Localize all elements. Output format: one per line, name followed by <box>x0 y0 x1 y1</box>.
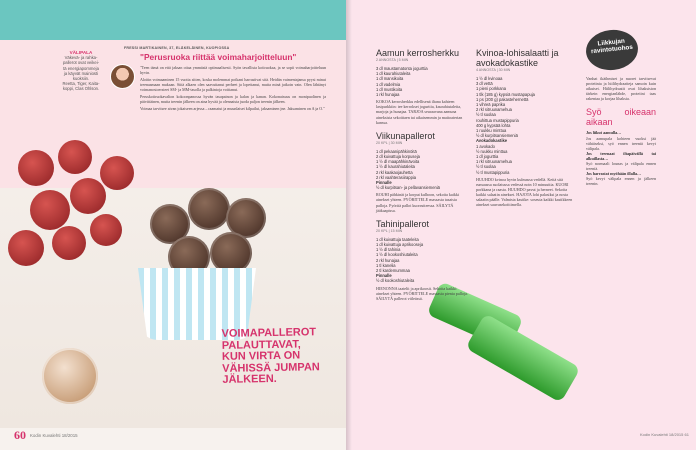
ingredient: 1 ½ dl kvinoaa <box>476 76 503 81</box>
recipe-servings: 2 ANNOSTA | 5 MIN <box>376 58 409 62</box>
ingredient: 2 rkl kaakaojauhetta <box>376 169 413 175</box>
ingredient: 1 dl kuivattuja aprikooseja <box>376 241 424 247</box>
ingredient: ½ tl mustapippuria <box>476 169 510 175</box>
ingredient: 1 tl kanelia <box>376 262 396 268</box>
teal-stripe <box>0 0 346 40</box>
magazine-name: Kodin Kuvalehti 18/2015 <box>30 433 78 438</box>
ingredient: 1 dl mansikoita <box>376 76 404 82</box>
recipe-title: Aamun kerrosherkku <box>376 48 460 58</box>
ingredient: 1 rkl sitruunamehua <box>476 159 512 165</box>
ingredient: 1 dl jogurttia <box>476 154 499 160</box>
article-paragraph: Aloitin voimaaminen 15 vuotta sitten, koska molemmat poikani harrastivat sitä. Heidän vaimentajansa pyysi minut treenaamaan mukaan. Siitä alkaen olen saavuttanut perheet ja lopettanut, mutta minä jatkoin vain. Olen lähtänyt voimanostoersteet SM- ja MM-tasolla ja palkintoja voittanut. <box>140 77 326 92</box>
caption-line: tä energiapommeja <box>63 65 99 71</box>
recipe-method: ROUHI pähkinät ja korput kulhoon, sekoita kaikki ainekset yhteen. PYÖRITTELE massasta tasaisia palloja. Pyöritä pallot kuorrutteessa. SÄILYTÄ jääkaapissa. <box>376 192 460 213</box>
energy-ball <box>100 156 134 190</box>
ingredient: 1 dl kaurahiutaleita <box>376 71 411 77</box>
ingredient: 1 ps (200 g) pakastehernettä <box>476 96 529 102</box>
tip-title: Jos treenaat iltapäivällä tai alkuillasta… <box>586 150 656 161</box>
energy-ball <box>90 214 122 246</box>
recipe-column-1 <box>376 48 468 303</box>
author-photo <box>110 64 135 89</box>
tip-title: Jos harrastat myöhään illalla… <box>586 171 642 177</box>
article-paragraph: "Teen tämä on että jaksan ottaa ymmästä optimaalisesti. Syön tavallista kotiruokaa, ja se sopii voimaharjoitteluun hyvin. <box>140 65 326 75</box>
article-paragraph: Voimaa tarvitsee aivan jokaiseen arjessa – raamatut ja muunlaiset kilpailut, jaksaminen jne. Jaksaminen on A ja O." <box>140 106 325 111</box>
sidebar-intro: Vanhat ikäihmiset ja nuoret tarvitsevat proteiinia ja hiilihydraatteja samoin kuin aikuiset. Hiilihydraatit ovat lihaksiston tärkein energianlähde, proteiini taas rakentaa ja korjaa lihaksia. <box>586 76 656 102</box>
ingredient: 3 dl maustamatonta jogurttia <box>376 66 428 71</box>
ingredient: ½ tl suolaa <box>476 112 496 118</box>
recipe-title: Tahinipallerot <box>376 218 430 229</box>
caption-line: kuoksiin. <box>72 76 90 82</box>
byline: FRESSI MARTIKAINEN, 37, ELÄKELÄINEN, KUOPIOSSA <box>124 46 230 50</box>
ingredient: 1 ½ dl tahinia <box>376 247 401 253</box>
recipe-method: HUUHDO kvinoa hyvin kulmassa vedellä. Keitä sitä runsaassa suolatussa vedessä noin 10 minuuttia. KUORI porkkana ja raasta. HUUHDO pavut ja herneet. Sekoita kaikki salaatin ainekset. HAJOTA lohi palasiksi ja nosta salaatin päälle. Valmista kastike: soseuta kaikki kastikkeen ainekset sauvasekoittimella. <box>476 176 573 208</box>
recipe-servings: 20 KPL | 30 MIN <box>376 140 403 145</box>
energy-ball <box>70 178 106 214</box>
ingredient: 1 ½ dl kookoshiutaleita <box>376 252 418 258</box>
recipe-method: KOKOA kerrosherkku edellisenä iltana kahteen lasipurkkiin: tee kerrokset jogurttia, kaurahiutaleita, marjoja ja hunajaa. TARJOA seuraavana aamuna aineksista sekoittaen tai aikaisemmin ja maitoaterian kanssa. <box>376 99 463 125</box>
ingredient: 2 rkl hunajaa <box>376 257 400 263</box>
gutter-shadow <box>346 0 352 450</box>
caption-line: Väkevä- ja rahka- <box>64 55 98 61</box>
coconut-ball <box>210 232 252 274</box>
ingredient: 1 ½ dl kaurahiutaleita <box>376 164 415 170</box>
ingredient: 2 rkl vaahterasiirappia <box>376 174 417 180</box>
ingredient: 2 rkl sitruunamehua <box>476 107 512 113</box>
ingredient: 2 dl kuivattuja korpuseja <box>376 153 420 159</box>
ingredient: 2 tl kardemummaa <box>376 267 410 273</box>
tip-title: Jos liikut aamulla… <box>586 130 622 136</box>
ingredient: ½ ruukku minttua <box>476 148 508 154</box>
energy-ball <box>30 190 70 230</box>
subheading: Avokadokastike <box>476 138 508 144</box>
ingredient: 1 rkl hunajaa <box>376 92 400 98</box>
right-folio: Kodin Kuvalehti 18/2015 61 <box>640 432 689 437</box>
ingredient: 1 pieni porkkana <box>476 86 507 92</box>
ingredient: ½ tl suolaa <box>476 164 496 170</box>
caption-line: ja käyvät mainiosti <box>63 70 99 76</box>
ingredient: 1 dl pekaanipähkinöitä <box>376 148 417 154</box>
caption-title: VÄLIPALA <box>69 50 93 55</box>
recipe-servings: 4 ANNOSTA | 30 MIN <box>476 68 511 72</box>
tip-text: Syö kevyt välipala ennen ja jälkeen treenin. <box>586 176 656 187</box>
ingredient: 400 g kypsää lohta <box>476 122 511 128</box>
photo-caption <box>52 50 110 92</box>
ingredient: 1 ruukku minttua <box>476 128 507 134</box>
ingredient: 1 ½ dl maapähkinävoita <box>376 159 420 165</box>
subheading: Pinnalle <box>376 179 392 185</box>
ingredient: rouhittua mustapippuria <box>476 117 519 123</box>
sidebar-title: Syö oikeaan aikaan <box>586 107 656 128</box>
tip-text: Jos aamupala kohteen vuoksi jää vähäiseksi, syö ennen treeniä kevyt välipala. <box>586 135 656 151</box>
ingredient: ½ dl kurpitsan- ja pellavansiemeniä <box>376 185 440 191</box>
pull-quote: "Perusruoka riittää voimaharjoitteluun" <box>140 52 297 62</box>
ingredient: 1 dl mustikoita <box>376 86 403 92</box>
ingredient: ½ dl kurpitsansiemeniä <box>476 133 518 139</box>
recipe-title: Viikunapallerot <box>376 130 435 141</box>
ingredient: 3 dl vettä <box>476 81 493 87</box>
left-page <box>0 0 346 450</box>
section-badge: Liikkujan ravintotuohos <box>584 27 640 72</box>
article-body <box>140 65 326 113</box>
recipe-method: HIENONNA taatelit ja aprikoosit. Sekoita kaikki ainekset yhteen. PYÖRITTELE massasta pienia palloja. SÄILYTÄ pallerot viileässä. <box>376 285 468 301</box>
ingredient: ½ dl kookoshiutaleita <box>376 278 415 284</box>
subheading: Pinnalle <box>376 273 392 279</box>
caption-line: pallerot ovat veikei- <box>62 60 100 66</box>
caption-line: Reetta, Tiger, Kaita- <box>62 81 100 87</box>
energy-ball <box>58 140 92 174</box>
ingredient: 1 dl vadelmia <box>376 81 401 87</box>
page-number: 60 <box>14 428 26 442</box>
recipe-servings: 20 KPL | 15 MIN <box>376 228 403 233</box>
recipe-column-2 <box>476 48 576 209</box>
tip-text: Syö normaali lounas ja välipala ennen treeniä. <box>586 161 656 172</box>
ingredient: 1 tlk (185 g) kypsiä mustapapuja <box>476 91 535 97</box>
ingredient: 1 dl kuivattuja taateleita <box>376 236 419 242</box>
coconut-ball <box>188 188 230 230</box>
energy-ball <box>18 150 54 186</box>
slogan: VOIMAPALLEROT PALAUTTAVAT, KUN VIRTA ON VÄHISSÄ JUMPAN JÄLKEEN. <box>221 326 320 386</box>
coconut-ball <box>42 348 98 404</box>
ingredient: 1 vihreä paprika <box>476 102 506 108</box>
caption-line: koppi, Clas Ohlson. <box>62 86 100 92</box>
ingredient: 1 avokado <box>476 143 495 149</box>
article-paragraph: Peruskotiruokavalion kokoonpanossa hyvän tasapainon ja kalan ja kanan. Kokonaisuus on monipuolinen ja päivittäinen, mutta treenin jälkeen on aina hyvää ja olennaista juoda paljon treenin jälkeen. <box>140 94 326 104</box>
nutrition-sidebar <box>586 76 656 187</box>
energy-ball <box>52 226 86 260</box>
recipe-title: Kvinoa-lohisalaatti ja avokadokastike <box>476 48 559 68</box>
energy-ball <box>8 230 44 266</box>
